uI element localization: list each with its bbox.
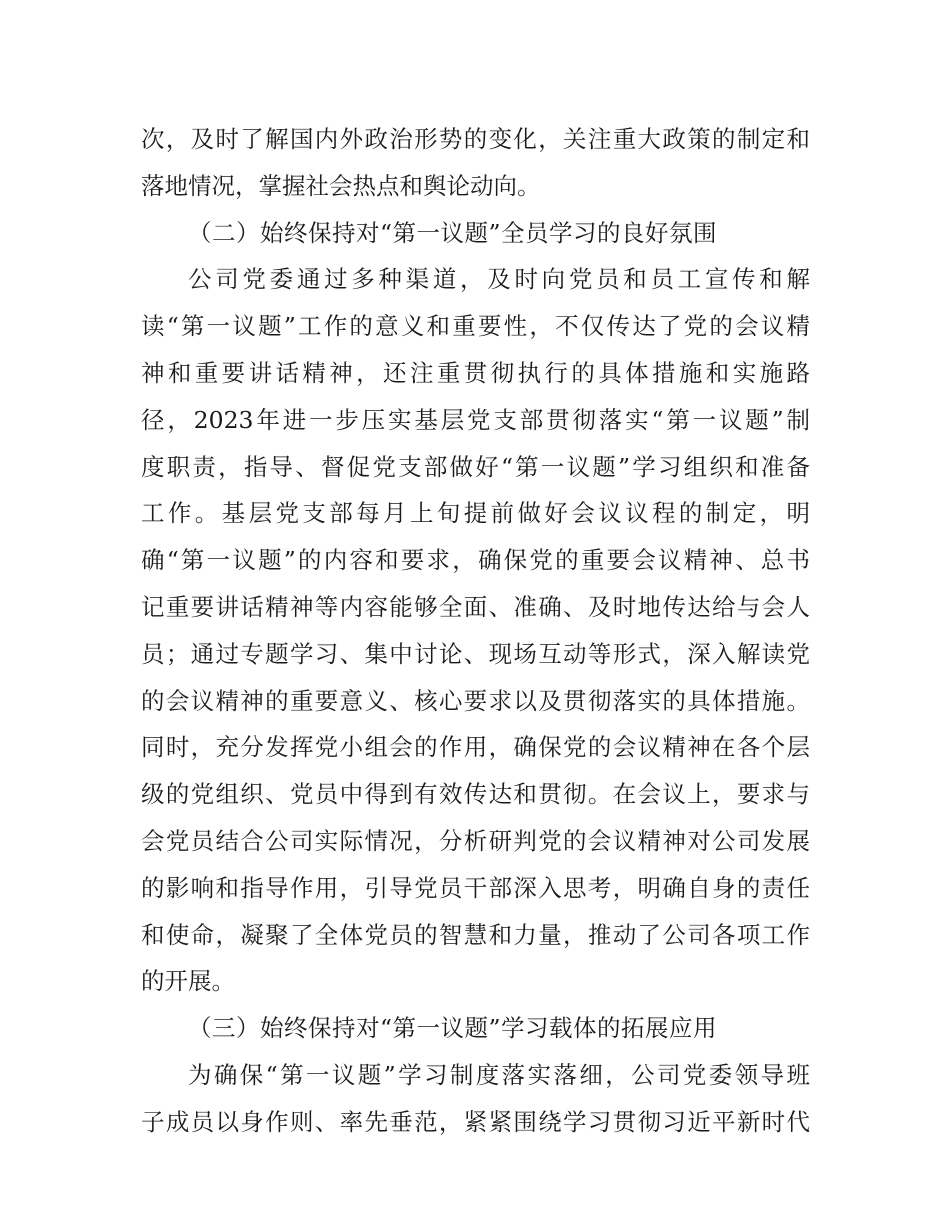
text-line: 径，2023年进一步压实基层党支部贯彻落实“第一议题”制 bbox=[141, 405, 810, 434]
paragraph bbox=[141, 256, 810, 1005]
text-line: 落地情况，掌握社会热点和舆论动向。 bbox=[141, 171, 541, 200]
text-line: 读“第一议题”工作的意义和重要性，不仅传达了党的会议精 bbox=[141, 312, 810, 341]
text-line: 会党员结合公司实际情况，分析研判党的会议精神对公司发展 bbox=[141, 826, 810, 855]
text-line: 的开展。 bbox=[141, 967, 235, 996]
section-heading: （二）始终保持对“第一议题”全员学习的良好氛围 bbox=[188, 218, 718, 247]
text-line: 的影响和指导作用，引导党员干部深入思考，明确自身的责任 bbox=[141, 873, 810, 902]
document-page bbox=[141, 116, 810, 1146]
text-line: 的会议精神的重要意义、核心要求以及贯彻落实的具体措施。 bbox=[141, 686, 810, 715]
text-line: 为确保“第一议题”学习制度落实落细，公司党委领导班 bbox=[188, 1060, 810, 1089]
text-line: 次，及时了解国内外政治形势的变化，关注重大政策的制定和 bbox=[141, 125, 810, 153]
paragraph bbox=[141, 1052, 810, 1146]
text-line: 确“第一议题”的内容和要求，确保党的重要会议精神、总书 bbox=[141, 546, 810, 575]
text-line: 员；通过专题学习、集中讨论、现场互动等形式，深入解读党 bbox=[141, 639, 810, 668]
text-line: 同时，充分发挥党小组会的作用，确保党的会议精神在各个层 bbox=[141, 733, 810, 762]
text-line: 工作。基层党支部每月上旬提前做好会议议程的制定，明 bbox=[141, 499, 810, 528]
text-line: 度职责，指导、督促党支部做好“第一议题”学习组织和准备 bbox=[141, 452, 810, 481]
text-line: 和使命，凝聚了全体党员的智慧和力量，推动了公司各项工作 bbox=[141, 920, 810, 949]
text-line: 记重要讲话精神等内容能够全面、准确、及时地传达给与会人 bbox=[141, 592, 810, 621]
text-line: 子成员以身作则、率先垂范，紧紧围绕学习贯彻习近平新时代 bbox=[141, 1107, 810, 1136]
section-heading: （三）始终保持对“第一议题”学习载体的拓展应用 bbox=[188, 1014, 718, 1043]
text-line: 公司党委通过多种渠道，及时向党员和员工宣传和解 bbox=[188, 265, 810, 294]
paragraph-continuation bbox=[141, 116, 810, 210]
text-line: 级的党组织、党员中得到有效传达和贯彻。在会议上，要求与 bbox=[141, 780, 810, 809]
text-line: 神和重要讲话精神，还注重贯彻执行的具体措施和实施路 bbox=[141, 358, 810, 387]
